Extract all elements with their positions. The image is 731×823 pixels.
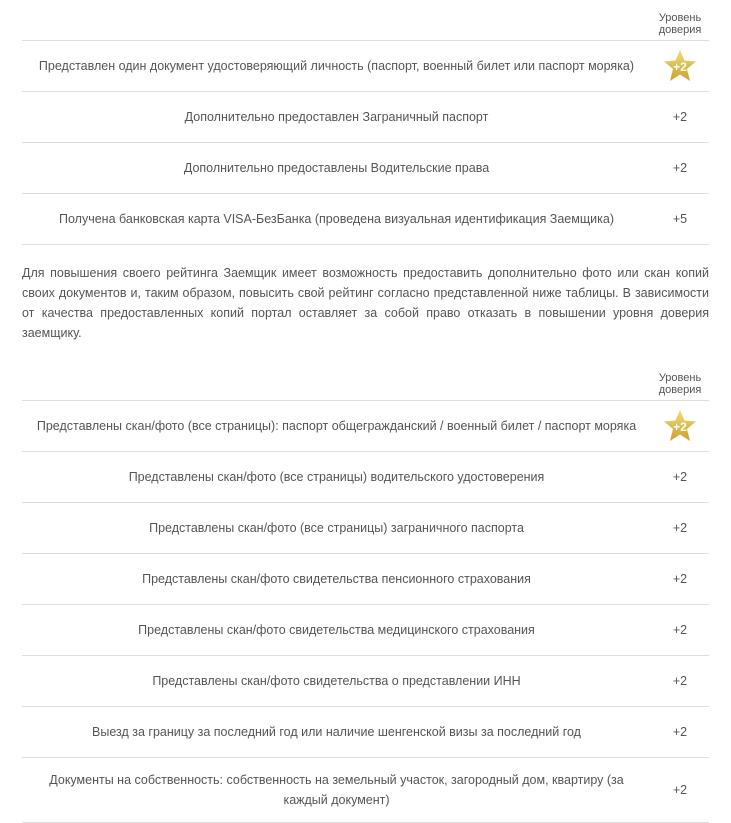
star-value: +2 [673, 420, 687, 434]
trust-value: +2 [651, 452, 709, 503]
row-text: Представлен один документ удостоверяющий личность (паспорт, военный билет или паспорт моряка) [22, 41, 651, 92]
trust-value: +2 [651, 143, 709, 194]
trust-table-1 [22, 0, 709, 245]
col-trust-header: Уровень доверия [651, 360, 709, 401]
row-text: Дополнительно предоставлен Заграничный паспорт [22, 92, 651, 143]
col-text [22, 0, 651, 41]
table-row [22, 554, 709, 605]
table-row [22, 143, 709, 194]
table-row [22, 452, 709, 503]
row-text: Дополнительно предоставлены Водительские права [22, 143, 651, 194]
trust-value [651, 41, 709, 92]
trust-value: +2 [651, 758, 709, 823]
table-row [22, 503, 709, 554]
table-row [22, 707, 709, 758]
col-trust-header: Уровень доверия [651, 0, 709, 41]
table-row [22, 41, 709, 92]
row-text: Представлены скан/фото свидетельства пенсионного страхования [22, 554, 651, 605]
row-text: Документы на собственность: собственность на земельный участок, загородный дом, квартиру (за каждый документ) [22, 758, 651, 823]
table-row [22, 401, 709, 452]
row-text: Представлены скан/фото (все страницы) заграничного паспорта [22, 503, 651, 554]
table-row [22, 656, 709, 707]
trust-table-2 [22, 360, 709, 823]
table-row [22, 758, 709, 823]
star-badge-icon [663, 49, 697, 83]
row-text: Представлены скан/фото (все страницы): паспорт общегражданский / военный билет / паспорт моряка [22, 401, 651, 452]
star-value: +2 [673, 60, 687, 74]
row-text: Представлены скан/фото свидетельства о представлении ИНН [22, 656, 651, 707]
trust-value: +2 [651, 707, 709, 758]
table-row [22, 194, 709, 245]
table-row [22, 92, 709, 143]
table-row [22, 605, 709, 656]
row-text: Представлены скан/фото (все страницы) водительского удостоверения [22, 452, 651, 503]
star-badge-icon [663, 409, 697, 443]
row-text: Получена банковская карта VISA-БезБанка (проведена визуальная идентификация Заемщика) [22, 194, 651, 245]
trust-value: +5 [651, 194, 709, 245]
trust-value: +2 [651, 92, 709, 143]
row-text: Представлены скан/фото свидетельства медицинского страхования [22, 605, 651, 656]
row-text: Выезд за границу за последний год или наличие шенгенской визы за последний год [22, 707, 651, 758]
trust-value: +2 [651, 503, 709, 554]
info-paragraph: Для повышения своего рейтинга Заемщик имеет возможность предоставить дополнительно фото или скан копий своих документов и, таким образом, повысить свой рейтинг согласно представленной ниже таблицы. В зависимости от качества предоставленных копий портал оставляет за собой право отказать в повышении уровня доверия заемщику. [22, 266, 709, 340]
trust-value: +2 [651, 656, 709, 707]
trust-value [651, 401, 709, 452]
trust-value: +2 [651, 605, 709, 656]
col-text [22, 360, 651, 401]
trust-value: +2 [651, 554, 709, 605]
